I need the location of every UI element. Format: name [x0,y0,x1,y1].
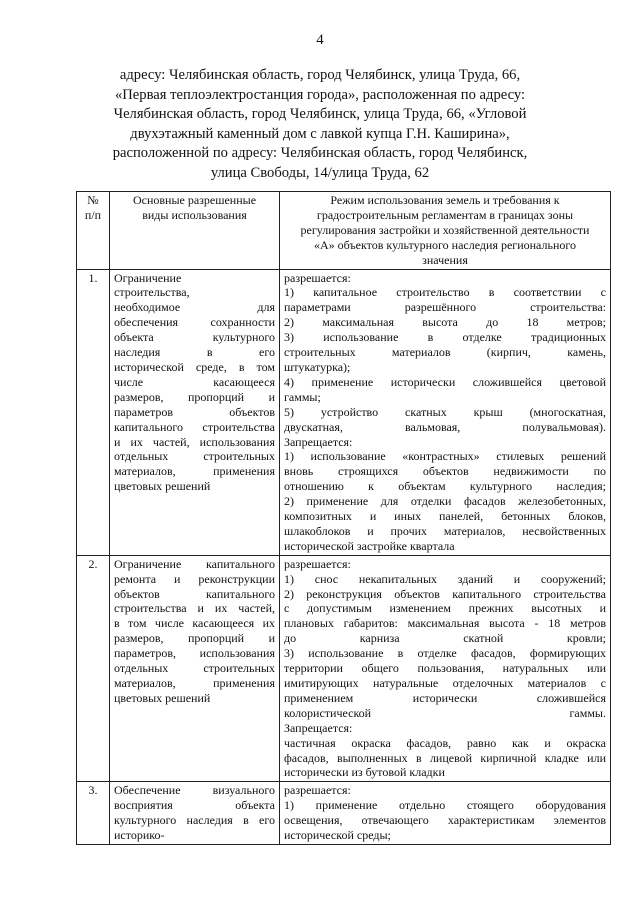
cell-line: колористической гаммы. [284,705,606,720]
cell-line: 2) максимальная высота до 18 метров; [284,315,606,330]
cell-line: объектов капитального [114,586,275,601]
cell-line: и их частей, использования [114,434,275,449]
regulations-table [76,191,611,845]
cell-line: Ограничение капитального [114,556,275,571]
header-mode [280,192,611,270]
cell-line: применением исторически сложившейся [284,690,606,705]
cell-line: восприятия объекта [114,798,275,813]
intro-line: адресу: Челябинская область, город Челябинск, улица Труда, 66, [119,67,521,83]
cell-line: 2) применение для отделки фасадов железобетонных, [284,494,606,509]
header-line: виды использования [142,207,247,222]
cell-line: наследия в его [114,345,275,360]
row-regime [280,555,611,782]
cell-line: до карниза скатной кровли; [284,631,606,646]
cell-line: разрешается: [284,270,351,285]
page-number: 4 [316,32,324,48]
header-line: регулирования застройки и хозяйственной деятельности [300,222,590,237]
cell-line: освещения, отвечающего характеристикам элементов [284,813,606,828]
cell-line: культурного наследия в его [114,813,275,828]
header-line: градостроительным регламентам в границах зоны [316,207,574,222]
cell-line: ремонта и реконструкции [114,571,275,586]
cell-line: строительства и их частей, [114,601,275,616]
cell-line: штукатурка); [284,359,351,374]
cell-line: отдельных строительных [114,449,275,464]
cell-line: параметров объектов [114,404,275,419]
cell-line: 2) реконструкция объектов капитального строительства [284,586,606,601]
cell-line: 1) капитальное строительство в соответствии с [284,285,606,300]
cell-line: отношению к объектам культурного наследия; [284,479,606,494]
cell-line: 1) снос некапитальных зданий и сооружений; [284,571,606,586]
cell-line: Обеспечение визуального [114,783,275,798]
header-kind [110,192,280,270]
intro-line: «Первая теплоэлектростанция города», расположенная по адресу: [114,86,526,103]
cell-line: капитального строительства [114,419,275,434]
row-regime [280,782,611,845]
table-row [77,269,611,555]
cell-line: с допустимым изменением прежних высотных и [284,601,606,616]
cell-line: цветовых решений [114,690,211,705]
row-regime [280,269,611,555]
cell-line: параметров, использования [114,646,275,661]
cell-line: строительства, [114,285,190,300]
cell-line: территории общего пользования, натуральных или [284,661,606,676]
cell-line: исторической среды; [284,828,391,843]
cell-line: Запрещается: [284,434,353,449]
cell-line: фасадов, выполненных в лицевой кирпичной кладке или [284,750,606,765]
row-use-kind [110,269,280,555]
table-row [77,782,611,845]
cell-line: 4) применение исторически сложившейся цветовой [284,374,606,389]
cell-line: размеров, пропорций и [114,389,275,404]
cell-line: исторической среде, в том [114,359,275,374]
cell-line: частичная окраска фасадов, равно как и окраска [284,735,606,750]
cell-line: материалов, применения [114,676,275,690]
header-line: Основные разрешенные [132,193,257,207]
table-header-row [77,192,611,270]
cell-line: Ограничение [114,270,182,285]
cell-line: параметрами разрешённого строительства: [284,300,606,315]
cell-line: в том числе касающееся их [114,616,275,631]
row-number: 2. [77,555,110,782]
cell-line: разрешается: [284,783,351,798]
intro-text [70,66,570,184]
cell-line: Запрещается: [284,720,353,735]
header-line: значения [422,252,468,267]
cell-line: шлакоблоков и прочих материалов, несвойственных [284,523,606,538]
cell-line: 1) применение отдельно стоящего оборудования [284,798,606,813]
cell-line: имитирующих натуральные отделочных материалов с [284,676,606,690]
cell-line: исторической застройке квартала [284,538,455,553]
header-line: «А» объектов культурного наследия регионального [313,237,576,252]
header-line: Режим использования земель и требования к [330,193,560,207]
cell-line: плановых габаритов: максимальная высота - 18 метров [284,616,606,631]
cell-line: материалов, применения [114,464,275,479]
cell-line: 3) использование в отделке традиционных [284,330,606,345]
header-line: п/п [84,207,102,222]
header-line: № [87,193,99,207]
header-num [77,192,110,270]
cell-line: исторически из бутовой кладки [284,765,445,780]
cell-line: 5) устройство скатных крыш (многоскатная, [284,404,606,419]
row-use-kind [110,555,280,782]
cell-line: размеров, пропорций и [114,631,275,646]
intro-line: улица Свободы, 14/улица Труда, 62 [210,164,430,181]
table-row [77,555,611,782]
intro-line: двухэтажный каменный дом с лавкой купца Г.Н. Каширина», [130,125,510,142]
row-number: 1. [77,269,110,555]
row-use-kind [110,782,280,845]
cell-line: гаммы; [284,389,321,404]
cell-line: необходимое для [114,300,275,315]
intro-line: Челябинская область, город Челябинск, улица Труда, 66, «Угловой [113,106,527,123]
intro-line: расположенной по адресу: Челябинская область, город Челябинск, [112,145,528,162]
cell-line: отдельных строительных [114,661,275,676]
cell-line: историко- [114,828,165,843]
cell-line: цветовых решений [114,479,211,494]
cell-line: строительных материалов (кирпич, камень, [284,345,606,360]
cell-line: объекта культурного [114,330,275,345]
cell-line: 1) использование «контрастных» стилевых решений [284,449,606,464]
cell-line: композитных и иных панелей, бетонных блоков, [284,509,606,524]
cell-line: числе касающееся [114,374,275,389]
cell-line: вновь строящихся объектов недвижимости по [284,464,606,479]
row-number: 3. [77,782,110,845]
cell-line: 3) использование в отделке фасадов, формирующих [284,646,606,661]
cell-line: двускатная, вальмовая, полувальмовая). [284,419,606,434]
cell-line: разрешается: [284,556,351,571]
cell-line: обеспечения сохранности [114,315,275,330]
